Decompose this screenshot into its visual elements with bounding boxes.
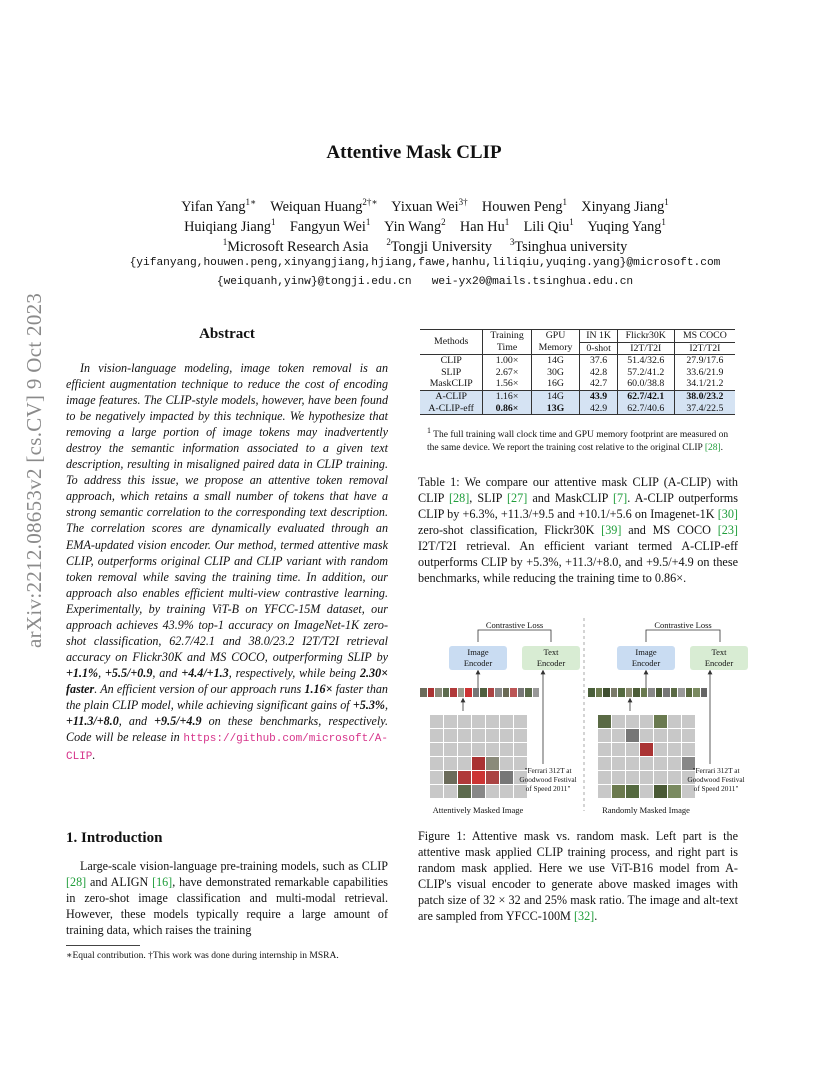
- random-mask-label: Randomly Masked Image: [602, 805, 690, 815]
- attentive-masked-image: [430, 715, 527, 798]
- token-strip-left: [420, 688, 539, 697]
- email-line-2: {weiquanh,yinw}@tongji.edu.cn wei-yx20@mails.tsinghua.edu.cn: [216, 276, 634, 288]
- image-encoder-left: Image Encoder: [449, 646, 507, 670]
- intro-heading: 1. Introduction: [66, 830, 163, 846]
- table-row: CLIP 1.00× 14G 37.6 51.4/32.6 27.9/17.6: [420, 355, 735, 367]
- affiliations: $^1$Microsoft Research Asia $^2$Tongji University $^3$Tsinghua university: [222, 237, 628, 255]
- text-encoder-left: Text Encoder: [522, 646, 580, 670]
- image-encoder-right: Image Encoder: [617, 646, 675, 670]
- contrastive-loss-label-right: Contrastive Loss: [654, 620, 712, 630]
- alt-text-left: "Ferrari 312T at Goodwood Festival of Speed 2011": [519, 766, 577, 793]
- paper-title: Attentive Mask CLIP: [326, 142, 502, 163]
- figure-1: [418, 616, 750, 816]
- abstract-heading: Abstract: [199, 326, 255, 342]
- table-row: A-CLIP-eff 0.86× 13G 42.9 62.7/40.6 37.4/22.5: [420, 403, 735, 415]
- code-link[interactable]: https://github.com/microsoft/A-CLIP: [66, 733, 388, 764]
- citation[interactable]: [16]: [152, 875, 173, 890]
- random-masked-image: [598, 715, 695, 798]
- table-footnote: $^1$ The full training wall clock time and GPU memory footprint are measured on the same device. We report the training cost relative to the original CLIP [28].: [427, 426, 729, 453]
- text-encoder-right: Text Encoder: [690, 646, 748, 670]
- table-row: A-CLIP 1.16× 14G 43.9 62.7/42.1 38.0/23.2: [420, 390, 735, 402]
- results-table: Methods Training GPU IN 1K Flickr30K MS COCO Time Memory 0-shot I2T/T2I I2T/T2I CLIP 1.00× 14G 37.6 51.4/32.6 27.9/17.6 SLIP 2.67× 30G 42.8 57.2/41.2 33.6/21.9 MaskCLIP 1.56× 16G 42.7 60.0/38.8 34.1/21.2 A-CLIP 1.16× 14G 43.9 62.7/42.1 38.0/23.2 A-CLIP-eff 0.86× 13G 42.9 62.7/40.6 37.4/22.5: [420, 329, 735, 415]
- abstract-body: In vision-language modeling, image token removal is an efficient augmentation technique to reduce the cost of encoding image features. The CLIP-style models, however, have been found to be negatively impacted by this technique. We hypothesize that removing a large portion of image tokens may inadvertently destroy the semantic information associated to a given text description, resulting in misaligned paired data in CLIP training. To address this issue, we propose an attentive token removal approach, which retains a small number of tokens that have a strong semantic correlation to the corresponding text description. The correlation scores are dynamically evaluated through an EMA-updated vision encoder. Our method, termed attentive mask CLIP, outperforms original CLIP and CLIP variant with random token removal while saving the training time. In addition, our approach also enables efficient multi-view contrastive learning. Experimentally, by training ViT-B on YFCC-15M dataset, our approach achieves 43.9% top-1 accuracy on ImageNet-1K zero-shot classification, 62.7/42.1 and 38.0/23.2 I2T/T2I retrieval accuracy on Flickr30K and MS COCO, outperforming SLIP by +1.1%, +5.5/+0.9, and +4.4/+1.3, respectively, while being 2.30× faster. An efficient version of our approach runs 1.16× faster than the plain CLIP model, while achieving significant gains of +5.3%, +11.3/+8.0, and +9.5/+4.9 on these benchmarks, respectively. Code will be release in https://github.com/microsoft/A-CLIP.: [66, 361, 389, 764]
- token-strip-right: [588, 688, 707, 697]
- authors-line-2: Huiqiang Jiang$^1$ Fangyun Wei$^1$ Yin Wang$^2$ Han Hu$^1$ Lili Qiu$^1$ Yuqing Yang$^1$: [184, 217, 666, 235]
- table-row: MaskCLIP 1.56× 16G 42.7 60.0/38.8 34.1/21.2: [420, 378, 735, 390]
- table-caption: Table 1: We compare our attentive mask CLIP (A-CLIP) with CLIP [28], SLIP [27] and MaskCLIP [7]. A-CLIP outperforms CLIP by +6.3%, +11.3/+9.5 and +10.1/+5.6 on Imagenet-1K [30] zero-shot classification, Flickr30K [39] and MS COCO [23] I2T/T2I retrieval. An efficient variant termed A-CLIP-eff outperforms CLIP by +5.3%, +11.3/+8.0, and +9.5/+4.9 on these benchmarks, while reducing the training time to 0.86×.: [418, 475, 738, 586]
- table-row: SLIP 2.67× 30G 42.8 57.2/41.2 33.6/21.9: [420, 367, 735, 379]
- authors-line-1: Yifan Yang$^{1∗}$ Weiquan Huang$^{2\dagger∗}$ Yixuan Wei$^{3\dagger}$ Houwen Peng$^1$ Xinyang Jiang$^1$: [181, 197, 669, 215]
- th-methods: Methods: [420, 330, 483, 355]
- figure-caption: Figure 1: Attentive mask vs. random mask. Left part is the attentive mask applied CLIP training process, and right part is random mask applied. Here we use ViT-B16 model from A-CLIP's visual encoder to generate above masked images with patch size of 32 × 32 and 25% mask ratio. The image and alt-text are sampled from YFCC-100M [32].: [418, 829, 738, 924]
- footnote-divider: [66, 945, 140, 946]
- arxiv-sidebar: arXiv:2212.08653v2 [cs.CV] 9 Oct 2023: [22, 292, 46, 648]
- alt-text-right: "Ferrari 312T at Goodwood Festival of Speed 2011": [687, 766, 745, 793]
- citation[interactable]: [28]: [66, 875, 87, 890]
- email-line-1: {yifanyang,houwen.peng,xinyangjiang,hjiang,fawe,hanhu,liliqiu,yuqing.yang}@microsoft.com: [129, 257, 721, 269]
- attentive-mask-label: Attentively Masked Image: [432, 805, 524, 815]
- contrastive-loss-label-left: Contrastive Loss: [485, 620, 544, 630]
- intro-body: Large-scale vision-language pre-training models, such as CLIP [28] and ALIGN [16], have demonstrated remarkable capabilities in zero-shot image classification and multi-modal retrieval. However, these models typically require a large amount of training data, which raises the training: [66, 859, 388, 938]
- footnote: ∗Equal contribution. †This work was done during internship in MSRA.: [66, 951, 339, 961]
